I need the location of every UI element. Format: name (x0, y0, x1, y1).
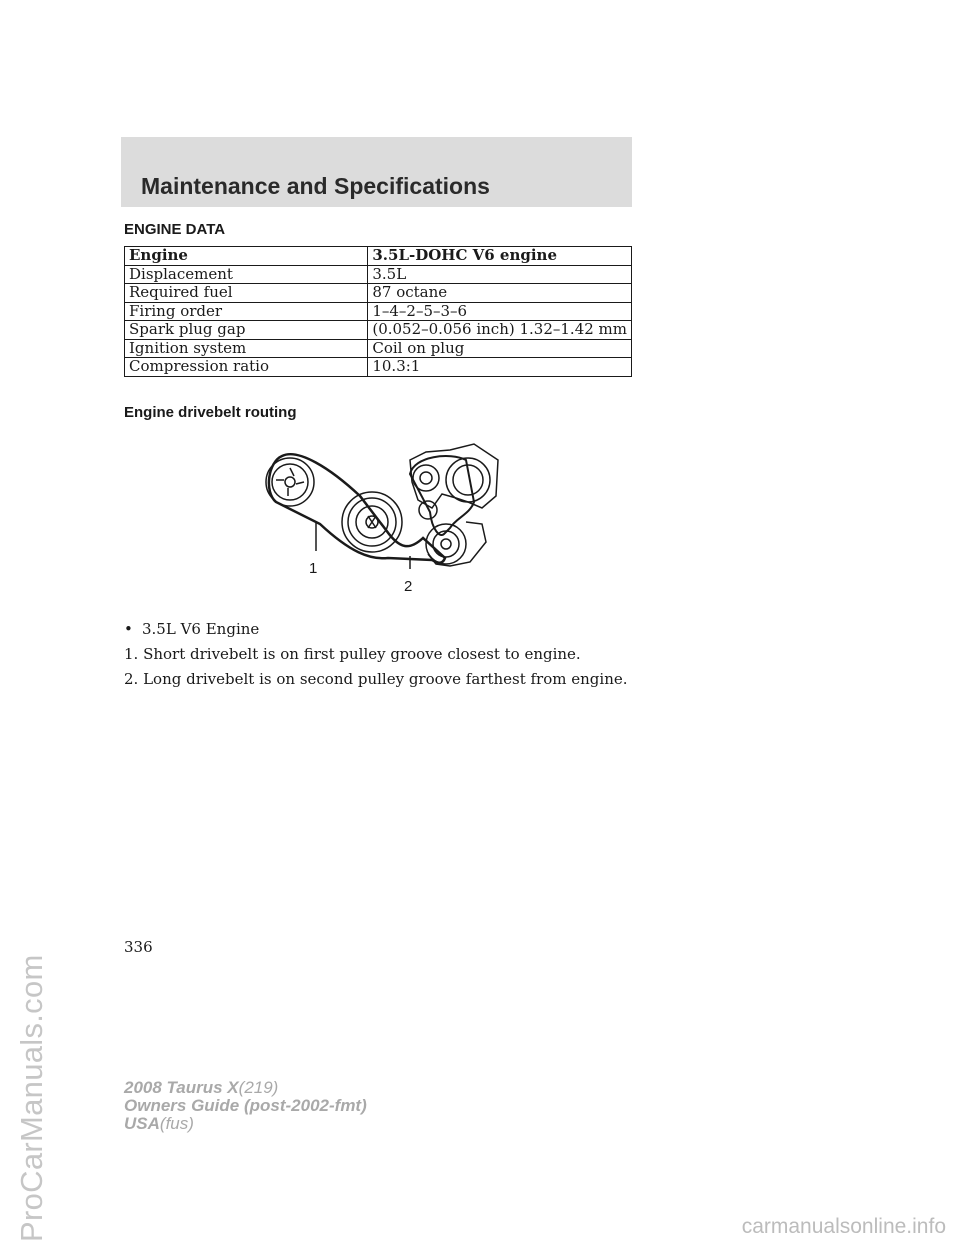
callout-1: 1 (309, 560, 318, 577)
table-header-row (125, 247, 632, 266)
table-row (125, 284, 632, 303)
list-item: 2. Long drivebelt is on second pulley groove farthest from engine. (124, 670, 628, 688)
bullet-text: 3.5L V6 Engine (142, 620, 260, 638)
table-cell: 87 octane (368, 284, 632, 303)
page-number: 336 (124, 938, 153, 956)
left-pulley (266, 458, 314, 506)
table-row (125, 265, 632, 284)
drivebelt-diagram (260, 438, 510, 600)
table-row (125, 358, 632, 377)
bottom-watermark: carmanualsonline.info (741, 1215, 946, 1238)
drivebelt-heading: Engine drivebelt routing (124, 404, 297, 421)
table-cell: Spark plug gap (125, 321, 368, 340)
table-row (125, 302, 632, 321)
footer-line-2: Owners Guide (post-2002-fmt) (124, 1096, 367, 1115)
short-drivebelt (410, 456, 474, 535)
table-cell: 3.5L (368, 265, 632, 284)
table-cell: 1–4–2–5–3–6 (368, 302, 632, 321)
footer-market-code: (fus) (159, 1114, 194, 1133)
table-cell: Ignition system (125, 339, 368, 358)
header-band (121, 137, 632, 207)
footer-market: USA (124, 1114, 160, 1133)
lower-bracket (428, 522, 486, 566)
table-row (125, 339, 632, 358)
idler-pulley-hub (420, 472, 432, 484)
footer (124, 1079, 367, 1133)
crank-pulley-marks (368, 516, 376, 528)
list-item: 1. Short drivebelt is on first pulley groove closest to engine. (124, 645, 581, 663)
side-watermark: ProCarManuals.com (14, 954, 49, 1242)
callout-2: 2 (404, 578, 413, 595)
table-cell: Compression ratio (125, 358, 368, 377)
section-heading: ENGINE DATA (124, 221, 226, 238)
table-row (125, 321, 632, 340)
left-pulley-hub (285, 477, 295, 487)
table-header-cell: 3.5L-DOHC V6 engine (368, 247, 632, 266)
footer-model: 2008 Taurus X (124, 1078, 239, 1097)
table-cell: Firing order (125, 302, 368, 321)
table-cell: Coil on plug (368, 339, 632, 358)
lower-pulley-inner (433, 531, 459, 557)
bullet-line (124, 620, 259, 638)
table-cell: Required fuel (125, 284, 368, 303)
footer-line-3 (124, 1115, 367, 1133)
engine-data-table (124, 246, 632, 377)
lower-pulley-hub (441, 539, 451, 549)
table-cell: Displacement (125, 265, 368, 284)
left-pulley-spokes (276, 468, 304, 496)
table-cell: 10.3:1 (368, 358, 632, 377)
footer-line-1 (124, 1079, 367, 1097)
table-header-cell: Engine (125, 247, 368, 266)
bullet-dot: • (124, 620, 133, 638)
table-cell: (0.052–0.056 inch) 1.32–1.42 mm (368, 321, 632, 340)
page-title: Maintenance and Specifications (141, 173, 490, 199)
footer-model-code: (219) (238, 1078, 279, 1097)
